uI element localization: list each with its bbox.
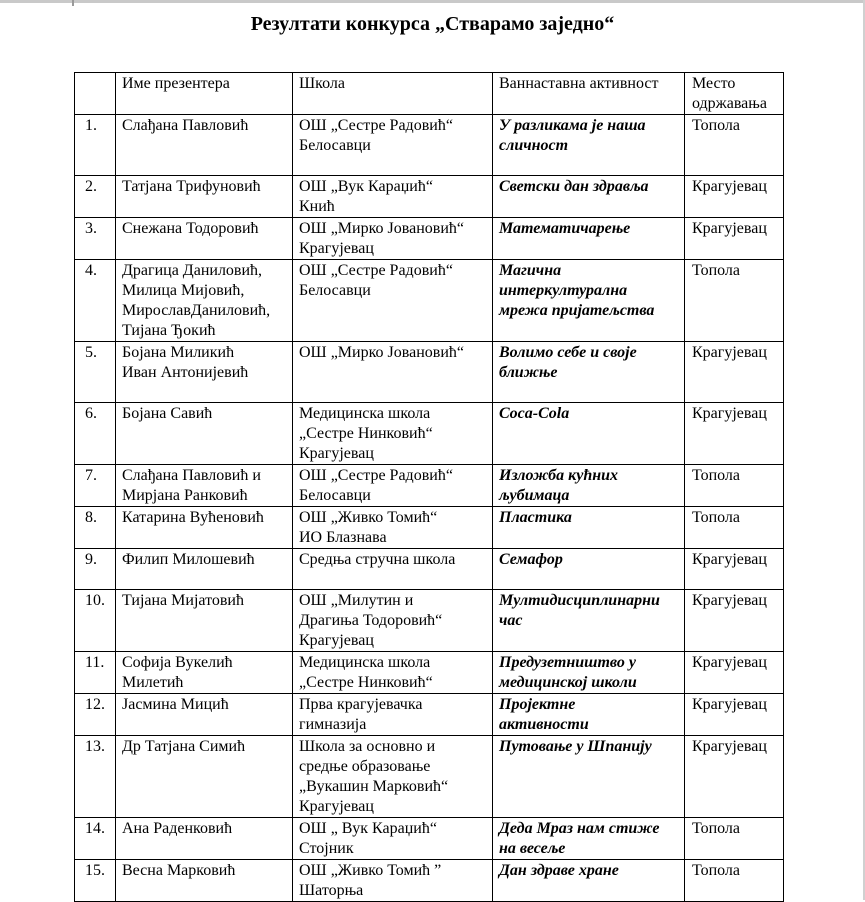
row-number: 14. [75,818,116,860]
row-number: 1. [75,115,116,176]
activity-cell: Волимо себе и своје ближње [493,342,685,403]
place-cell: Крагујевац [685,549,784,590]
window-top-border [0,0,865,3]
presenter-cell: Снежана Тодоровић [116,218,293,260]
place-cell: Крагујевац [685,403,784,465]
place-cell: Крагујевац [685,176,784,218]
place-cell: Крагујевац [685,590,784,652]
header-presenter: Име презентера [116,73,293,115]
table-row [75,549,784,590]
school-cell: ОШ „Мирко Јовановић“ [293,342,493,403]
activity-cell: Деда Мраз нам стиже на весеље [493,818,685,860]
table-row [75,860,784,902]
row-number: 6. [75,403,116,465]
presenter-cell: Бојана Миликић Иван Антонијевић [116,342,293,403]
activity-cell: Изложба кућних љубимаца [493,465,685,507]
table-row [75,260,784,342]
row-number: 2. [75,176,116,218]
school-cell: ОШ „Мирко Јовановић“ Крагујевац [293,218,493,260]
school-cell: Школа за основно и средње образовање „Вукашин Марковић“ Крагујевац [293,736,493,818]
presenter-cell: Филип Милошевић [116,549,293,590]
presenter-cell: Тијана Мијатовић [116,590,293,652]
row-number: 8. [75,507,116,549]
activity-cell: Предузетништво у медицинској школи [493,652,685,694]
table-row [75,115,784,176]
school-cell: ОШ „Сестре Радовић“ Белосавци [293,260,493,342]
school-cell: ОШ „Сестре Радовић“ Белосавци [293,115,493,176]
place-cell: Топола [685,115,784,176]
presenter-cell: Катарина Вућеновић [116,507,293,549]
presenter-cell: Јасмина Мицић [116,694,293,736]
place-cell: Топола [685,860,784,902]
place-cell: Крагујевац [685,736,784,818]
table-row [75,694,784,736]
presenter-cell: Др Татјана Симић [116,736,293,818]
place-cell: Крагујевац [685,218,784,260]
table-row [75,218,784,260]
row-number: 11. [75,652,116,694]
school-cell: Медицинска школа „Сестре Нинковић“ [293,652,493,694]
activity-cell: Магична интеркултурална мрежа пријатељства [493,260,685,342]
school-cell: ОШ „Живко Томић“ ИО Блазнава [293,507,493,549]
presenter-cell: Софија Вукелић Милетић [116,652,293,694]
header-school: Школа [293,73,493,115]
presenter-cell: Драгица Даниловић, Милица Мијовић, МирославДаниловић, Тијана Ђокић [116,260,293,342]
row-number: 5. [75,342,116,403]
school-cell: ОШ „Вук Караџић“ Кнић [293,176,493,218]
row-number: 7. [75,465,116,507]
activity-cell: Coca-Cola [493,403,685,465]
activity-cell: Семафор [493,549,685,590]
table-row [75,342,784,403]
table-row [75,507,784,549]
school-cell: ОШ „ Вук Караџић“ Стојник [293,818,493,860]
presenter-cell: Татјана Трифуновић [116,176,293,218]
table-row [75,652,784,694]
row-number: 13. [75,736,116,818]
table-row [75,176,784,218]
place-cell: Крагујевац [685,342,784,403]
table-row [75,736,784,818]
activity-cell: Светски дан здравља [493,176,685,218]
presenter-cell: Бојана Савић [116,403,293,465]
place-cell: Топола [685,818,784,860]
activity-cell: Дан здраве хране [493,860,685,902]
place-cell: Крагујевац [685,694,784,736]
row-number: 4. [75,260,116,342]
row-number: 12. [75,694,116,736]
activity-cell: Путовање у Шпанију [493,736,685,818]
presenter-cell: Весна Марковић [116,860,293,902]
school-cell: Прва крагујевачка гимназија [293,694,493,736]
school-cell: Средња стручна школа [293,549,493,590]
place-cell: Топола [685,507,784,549]
activity-cell: У разликама је наша сличност [493,115,685,176]
results-table [74,72,784,902]
header-place: Место одржавања [685,73,784,115]
school-cell: ОШ „Милутин и Драгиња Тодоровић“ Крагујевац [293,590,493,652]
presenter-cell: Ана Раденковић [116,818,293,860]
activity-cell: Математичарење [493,218,685,260]
page-title: Резултати конкурса „Стварамо заједно“ [250,13,615,35]
table-row [75,818,784,860]
row-number: 10. [75,590,116,652]
activity-cell: Пластика [493,507,685,549]
presenter-cell: Слађана Павловић и Мирјана Ранковић [116,465,293,507]
activity-cell: Мултидисциплинарни час [493,590,685,652]
school-cell: ОШ „Сестре Радовић“ Белосавци [293,465,493,507]
header-activity: Ваннаставна активност [493,73,685,115]
row-number: 15. [75,860,116,902]
school-cell: ОШ „Живко Томић ” Шаторња [293,860,493,902]
table-row [75,590,784,652]
table-row [75,403,784,465]
ruler-marker [72,0,74,6]
row-number: 3. [75,218,116,260]
row-number: 9. [75,549,116,590]
header-number [75,73,116,115]
presenter-cell: Слађана Павловић [116,115,293,176]
place-cell: Топола [685,260,784,342]
table-header-row [75,73,784,115]
school-cell: Медицинска школа „Сестре Нинковић“ Крагујевац [293,403,493,465]
table-row [75,465,784,507]
activity-cell: Пројектне активности [493,694,685,736]
place-cell: Топола [685,465,784,507]
place-cell: Крагујевац [685,652,784,694]
